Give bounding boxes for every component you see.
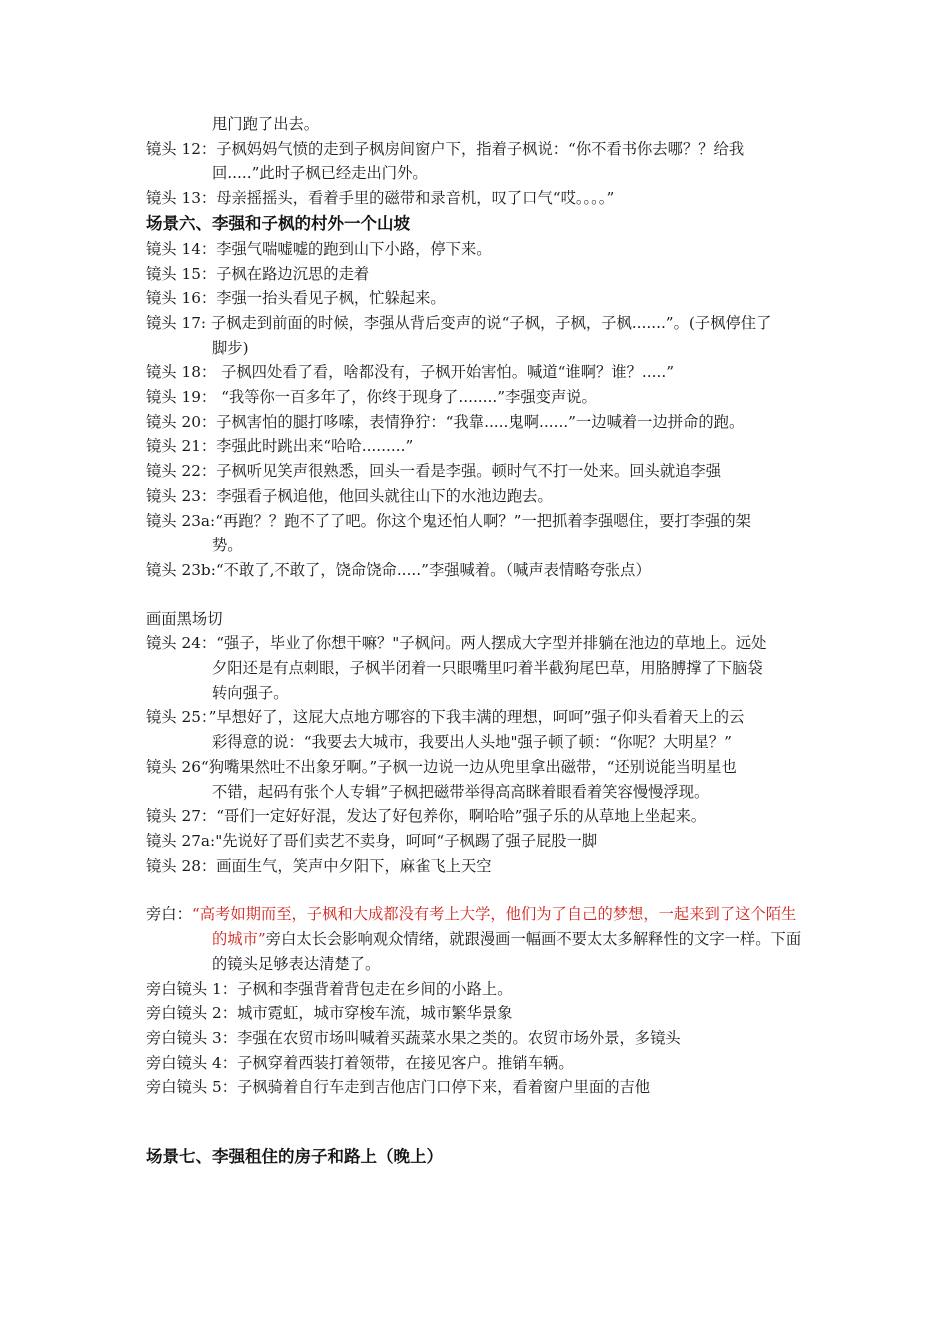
shot-16: 镜头 16：李强一抬头看见子枫，忙躲起来。	[146, 289, 446, 308]
shot-17: 镜头 17: 子枫走到前面的时候，李强从背后变声的说“子枫，子枫，子枫.......”。(子枫停住了	[146, 313, 772, 332]
narration-shot-4: 旁白镜头 4：子枫穿着西装打着领带，在接见客户。推销车辆。	[146, 1053, 574, 1072]
shot-15: 镜头 15：子枫在路边沉思的走着	[146, 264, 370, 283]
shot-27: 镜头 27：“哥们一定好好混，发达了好包养你，啊哈哈”强子乐的从草地上坐起来。	[146, 807, 707, 826]
narration-label: 旁白：	[146, 905, 192, 924]
narration-note: 旁白太长会影响观众情绪，就跟漫画一幅画不要太太多解释性的文字一样。下面的镜头足够表达清楚了。	[212, 930, 802, 973]
shot-24: 镜头 24：“强子，毕业了你想干嘛？"子枫问。两人摆成大字型并排躺在池边的草地上。远处	[146, 634, 767, 653]
shot-27a: 镜头 27a:"先说好了哥们卖艺不卖身，呵呵“子枫踢了强子屁股一脚	[146, 831, 598, 850]
shot-25-cont: 彩得意的说：“我要去大城市，我要出人头地"强子顿了顿：“你呢？大明星？”	[212, 733, 732, 752]
shot-28: 镜头 28：画面生气，笑声中夕阳下，麻雀飞上天空	[146, 856, 492, 875]
shot-17-cont: 脚步)	[212, 338, 249, 357]
shot-12: 镜头 12：子枫妈妈气愤的走到子枫房间窗户下，指着子枫说：“你不看书你去哪？？给我	[146, 139, 745, 158]
shot-23: 镜头 23：李强看子枫追他，他回头就往山下的水池边跑去。	[146, 486, 553, 505]
scene-7-heading: 场景七、李强租住的房子和路上（晚上）	[146, 1147, 443, 1167]
shot-26-cont: 不错，起码有张个人专辑”子枫把磁带举得高高眯着眼看着笑容慢慢浮现。	[212, 782, 710, 801]
shot-20: 镜头 20：子枫害怕的腿打哆嗦，表情狰狞：“我靠.....鬼啊......”一边喊着一边拼命的跑。	[146, 412, 745, 431]
narration-shot-2: 旁白镜头 2：城市霓虹，城市穿梭车流，城市繁华景象	[146, 1004, 513, 1023]
shot-24-cont: 夕阳还是有点刺眼，子枫半闭着一只眼嘴里叼着半截狗尾巴草，用胳膊撑了下脑袋	[212, 659, 763, 678]
narration-highlight: “高考如期而至，子枫和大成都没有考上大学，他们为了自己的梦想，一起来到了这个陌生的城市”	[191, 905, 797, 949]
shot-12-cont: 回.....”此时子枫已经走出门外。	[212, 164, 428, 183]
shot-25: 镜头 25：”早想好了，这屁大点地方哪容的下我丰满的理想，呵呵”强子仰头看着天上的云	[146, 708, 745, 727]
narration-shot-3: 旁白镜头 3：李强在农贸市场叫喊着买蔬菜水果之类的。农贸市场外景，多镜头	[146, 1028, 681, 1047]
narration-shot-1: 旁白镜头 1：子枫和李强背着背包走在乡间的小路上。	[146, 979, 513, 998]
shot-26: 镜头 26“狗嘴果然吐不出象牙啊。”子枫一边说一边从兜里拿出磁带，“还别说能当明星也	[146, 757, 737, 776]
shot-21: 镜头 21：李强此时跳出来“哈哈.........”	[146, 437, 414, 456]
shot-23a: 镜头 23a:“再跑？？跑不了了吧。你这个鬼还怕人啊？”一把抓着李强嗯住，要打李强的架	[146, 511, 751, 530]
narration-paragraph	[146, 902, 810, 976]
scene-6-heading: 场景六、李强和子枫的村外一个山坡	[146, 213, 410, 233]
text-line: 甩门跑了出去。	[212, 115, 320, 133]
shot-14: 镜头 14：李强气喘嘘嘘的跑到山下小路，停下来。	[146, 239, 492, 258]
shot-13: 镜头 13：母亲摇摇头，看着手里的磁带和录音机，叹了口气“哎。。。。”	[146, 189, 615, 208]
shot-23b: 镜头 23b:“不敢了,不敢了，饶命饶命.....”李强喊着。（喊声表情略夸张点）	[146, 560, 651, 579]
script-body	[146, 112, 810, 1170]
shot-23a-cont: 势。	[212, 536, 243, 555]
shot-18: 镜头 18： 子枫四处看了看，啥都没有，子枫开始害怕。喊道“谁啊？谁？.....”	[146, 363, 675, 382]
narration-shot-5: 旁白镜头 5：子枫骑着自行车走到吉他店门口停下来，看着窗户里面的吉他	[146, 1078, 651, 1097]
shot-24-cont: 转向强子。	[212, 683, 289, 702]
black-cut-label: 画面黑场切	[146, 609, 223, 628]
shot-19: 镜头 19： “我等你一百多年了，你终于现身了........”李强变声说。	[146, 388, 597, 407]
shot-22: 镜头 22：子枫听见笑声很熟悉，回头一看是李强。顿时气不打一处来。回头就追李强	[146, 462, 722, 481]
